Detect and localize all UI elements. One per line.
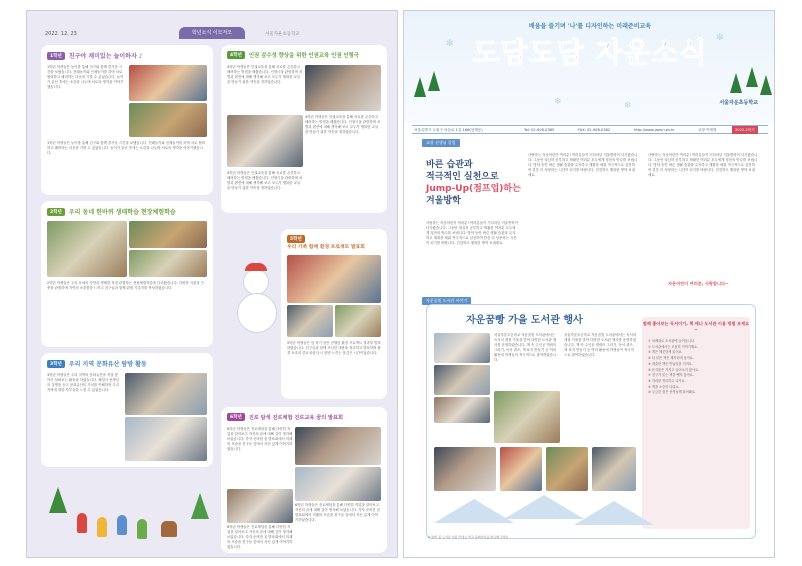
tree-icon	[760, 75, 772, 95]
photo	[129, 250, 207, 277]
right-page	[403, 10, 775, 558]
list-item: ⑧ 자리를 정리하고 나가요.	[648, 378, 686, 383]
school-tel: Tel: 02-908-0385	[524, 128, 555, 132]
card-text: 1학년 학생들은 놀이를 통해 친구와 함께 즐거운 시간을 보냈습니다. 전래놀이와 신체놀이를 하며 서로 협력하고 배려하는 마음을 기를 수 있었습니다. 놀이가 끝난 후에는 소감을 나누며 서로의 생각을 이야기했습니다.	[47, 141, 206, 155]
event-title: 자운꿈빵 가을 도서관 행사	[466, 315, 583, 326]
card-title: 인권 감수성 향상을 위한 인권교육 인권 인형극	[248, 53, 360, 59]
snowflake-icon: ❄	[554, 97, 562, 107]
tree-icon	[191, 493, 209, 519]
left-school-name: 서울자운초등학교	[265, 32, 300, 37]
card-title: 진로 탐색 진로체험 진로교육 꿈의 발표회	[248, 414, 344, 421]
column-closing: 자운어린이 여러분, 사랑합니다~	[668, 281, 729, 286]
grade-badge: 2학년	[47, 208, 65, 216]
list-item: ④ 다 읽은 책은 제자리에 꽂아요.	[648, 356, 694, 361]
list-item: ⑨ 책을 소중히 다뤄요.	[648, 384, 680, 389]
grade4-card	[221, 45, 387, 213]
photo	[434, 365, 490, 395]
photo	[592, 447, 636, 491]
photo	[546, 447, 588, 491]
list-item: ⑦ 친구가 읽는 책을 뺏지 않아요.	[648, 373, 694, 378]
card-title: 우리 가족 함께 환경 프로젝트 발표회	[287, 245, 365, 250]
list-item: ① 차례대로 도서관에 들어옵니다.	[648, 339, 695, 343]
mountain-decoration	[434, 499, 514, 523]
card-text: 2학년 학생들은 우리 동네의 자연과 생태를 직접 관찰하는 현장체험학습을 다녀왔습니다. 다양한 식물과 곤충을 관찰하며 자연의 소중함을 느끼고 친구들과 함께 관찰 기록지를 작성하였습니다.	[47, 281, 205, 290]
grade-badge: 6학년	[227, 413, 245, 421]
grade3-card	[41, 353, 213, 467]
photo	[434, 333, 490, 363]
card-text: 4학년 학생들은 인권교육을 통해 서로를 존중하고 배려하는 방법을 배웠습니다. 인형극을 관람하며 차별과 편견에 대해 생각해 보고 모두가 행복한 교실을 만들기 위한 약속을 정하였습니다.	[305, 115, 381, 134]
photo	[125, 417, 207, 461]
child-icon	[137, 519, 147, 539]
banner	[404, 11, 775, 123]
photo	[335, 305, 381, 337]
reindeer-icon	[161, 521, 177, 537]
tree-icon	[428, 71, 440, 91]
banner-title: 도담도담 자운소식	[472, 36, 708, 69]
card-text: 1학년 학생들은 놀이를 통해 친구와 함께 즐거운 시간을 보냈습니다. 전래놀이와 신체놀이를 하며 서로 협력하고 배려하는 마음을 기를 수 있었습니다. 놀이가 끝난 후에는 소감을 나누며 서로의 생각을 이야기했습니다.	[47, 65, 124, 89]
tips-list	[648, 339, 746, 396]
issue-date: 2022. 12. 23	[45, 31, 77, 37]
snowflake-icon: ✻	[446, 39, 454, 49]
section-label: 교장 선생님 칼럼	[422, 139, 460, 147]
card-text: 4학년 학생들은 인권교육을 통해 서로를 존중하고 배려하는 방법을 배웠습니다. 인형극을 관람하며 차별과 편견에 대해 생각해 보고 모두가 행복한 교실을 만들기 위한 약속을 정하였습니다.	[227, 65, 303, 84]
card-text: 5학년 학생들은 한 학기 동안 진행한 환경 프로젝트 결과를 발표하였습니다. 친구들과 함께 조사한 내용을 정리하고 발표하며 환경 보호의 중요성을 다시 한번 느끼는 뜻깊은 시간이었습니다.	[287, 341, 381, 355]
column-text: 사랑하는 자운어린이 여러분! 여러분들이 기다리던 겨울방학이 다가왔습니다. 그동안 열심히 공부하고 생활한 여러분 모두에게 칭찬의 박수를 보냅니다. 방학 동안 바른 생활 습관을 유지하고 계획을 세워 적극적으로 실천하여 한층 더 성장하는 시간이 되기를 바랍니다. 건강하고 행복한 방학 보내세요.	[648, 153, 758, 177]
card-text: 6학년 학생들은 진로체험을 통해 다양한 직업을 알아보고 자신의 꿈에 대해 깊이 생각해 보았습니다. 각자 준비한 꿈 발표회에서 미래의 모습을 친구들 앞에서 자신 있게 이야기하였습니다.	[227, 427, 293, 451]
section-label: 자운꿈빛 도서관 이야기	[422, 297, 471, 305]
banner-subtitle: 배움을 즐기며 '나'를 디자인하는 미래준비교육	[528, 23, 652, 30]
event-text: 서울자운초등학교 자운꿈빛 도서관에서는 독서의 계절 가을을 맞아 다양한 도서관 행사를 운영하였습니다. 책 속 주인공 캐릭터 그리기, 독서 퀴즈, 책 표지 만들기 등 여러 활동에 학생들이 적극적으로 참여하였습니다.	[494, 333, 557, 362]
left-header	[27, 11, 398, 39]
grade1-card	[41, 45, 213, 195]
school-logo: 서울자운초등학교	[719, 100, 758, 106]
child-icon	[117, 515, 127, 535]
photo	[434, 397, 490, 423]
list-item: ② 도서관에서는 조용히 이야기해요.	[648, 344, 699, 349]
grade-badge: 1학년	[47, 52, 65, 60]
mountain-decoration	[504, 495, 584, 519]
school-website: http://www.jaeun.es.kr	[634, 128, 675, 132]
grade6-card	[221, 407, 387, 553]
christmas-decoration	[41, 469, 213, 553]
grade-badge: 3학년	[47, 360, 65, 368]
left-page	[26, 10, 398, 558]
snowflake-icon: ✻	[716, 33, 724, 43]
photo	[227, 115, 303, 167]
photo	[287, 255, 381, 303]
photo	[494, 391, 560, 443]
publisher: 교장 이재영	[698, 128, 717, 132]
photo	[47, 221, 127, 277]
tree-icon	[730, 73, 742, 93]
photo	[500, 447, 542, 491]
list-item: ⑥ 음식물은 가지고 들어오지 않아요.	[648, 367, 700, 372]
school-fax: FAX: 02-908-0382	[578, 128, 611, 132]
edition-badge: 2022-2학기	[732, 126, 758, 134]
grade2-card	[41, 201, 213, 347]
list-item: ⑩ 궁금한 점은 선생님께 물어봐요.	[648, 390, 696, 395]
grade-badge: 4학년	[227, 51, 245, 59]
list-item: ③ 책은 깨끗하게 읽어요.	[648, 350, 683, 355]
tips-heading: 함께 좋아보는 독서이기, 책 매너 도서관 이용 방법 보세요~	[642, 321, 750, 332]
library-tips	[642, 317, 750, 529]
photo	[227, 489, 293, 523]
snowflake-icon: ❄	[624, 101, 632, 111]
photo	[129, 103, 207, 137]
column-text: 사랑하는 자운어린이 여러분! 여러분들이 기다리던 겨울방학이 다가왔습니다. 그동안 열심히 공부하고 생활한 여러분 모두에게 칭찬의 박수를 보냅니다. 방학 동안 바른 생활 습관을 유지하고 계획을 세워 적극적으로 실천하여 한층 더 성장하는 시간이 되기를 바랍니다. 건강하고 행복한 방학 보내세요.	[426, 221, 518, 245]
photo	[125, 373, 207, 415]
school-address: 서울특별시 노원구 마들로 1길 166(상계동)	[414, 128, 483, 132]
child-icon	[97, 517, 107, 537]
card-text: 4학년 학생들은 인권교육을 통해 서로를 존중하고 배려하는 방법을 배웠습니다. 인형극을 관람하며 차별과 편견에 대해 생각해 보고 모두가 행복한 교실을 만들기 위한 약속을 정하였습니다.	[227, 171, 303, 190]
card-title: 우리 지역 문화유산 탐방 활동	[68, 361, 147, 368]
photo	[287, 305, 333, 337]
column-title: 바른 습관과 적극적인 실천으로 Jump-Up(점프업)하는 겨울방학	[426, 160, 521, 206]
card-title: 우리 동네 한바퀴 생태학습 현장체험학습	[68, 209, 176, 216]
grade-badge: 5학년	[287, 235, 305, 243]
event-text: 서울자운초등학교 자운꿈빛 도서관에서는 독서의 계절 가을을 맞아 다양한 도서관 행사를 운영하였습니다. 책 속 주인공 캐릭터 그리기, 독서 퀴즈, 책 표지 만들기 등 여러 활동에 학생들이 적극적으로 참여하였습니다.	[564, 333, 636, 357]
info-bar	[412, 125, 768, 134]
column-text: 사랑하는 자운어린이 여러분! 여러분들이 기다리던 겨울방학이 다가왔습니다. 그동안 열심히 공부하고 생활한 여러분 모두에게 칭찬의 박수를 보냅니다. 방학 동안 바른 생활 습관을 유지하고 계획을 세워 적극적으로 실천하여 한층 더 성장하는 시간이 되기를 바랍니다. 건강하고 행복한 방학 보내세요.	[528, 153, 638, 177]
issue-tab: 학년소식 이모저모	[179, 27, 245, 39]
card-text: 6학년 학생들은 진로체험을 통해 다양한 직업을 알아보고 자신의 꿈에 대해 깊이 생각해 보았습니다. 각자 준비한 꿈 발표회에서 미래의 모습을 친구들 앞에서 자신 있게 이야기하였습니다.	[295, 503, 381, 522]
tree-icon	[49, 487, 67, 513]
tree-icon	[414, 77, 426, 97]
list-item: ⑤ 대출한 책은 반납일을 지켜요.	[648, 361, 693, 366]
card-title: 친구야 재미있는 놀이하자 ♪	[68, 53, 143, 60]
photo	[295, 467, 381, 501]
photo	[305, 65, 381, 111]
card-text: 3학년 학생들은 우리 지역의 문화유산을 직접 찾아가 살펴보는 활동을 하였습니다. 해설사 선생님의 설명을 듣고 문화유산의 가치를 이해하며 우리 지역에 대한 자부심을 느낄 수 있었습니다.	[47, 373, 119, 392]
card-text: 6학년 학생들은 진로체험을 통해 다양한 직업을 알아보고 자신의 꿈에 대해 깊이 생각해 보았습니다. 각자 준비한 꿈 발표회에서 미래의 모습을 친구들 앞에서 자신 있게 이야기하였습니다.	[227, 525, 293, 549]
photo	[295, 427, 381, 465]
child-icon	[77, 513, 87, 533]
grade5-card	[281, 229, 387, 399]
mountain-decoration	[574, 501, 654, 525]
photo	[434, 447, 496, 491]
photo	[129, 65, 207, 101]
snowman-icon	[229, 263, 289, 373]
photo	[129, 221, 207, 248]
footnote: ※ 방학 중 도서관 이용 안내는 학교 홈페이지를 참고해 주세요.	[428, 535, 510, 539]
